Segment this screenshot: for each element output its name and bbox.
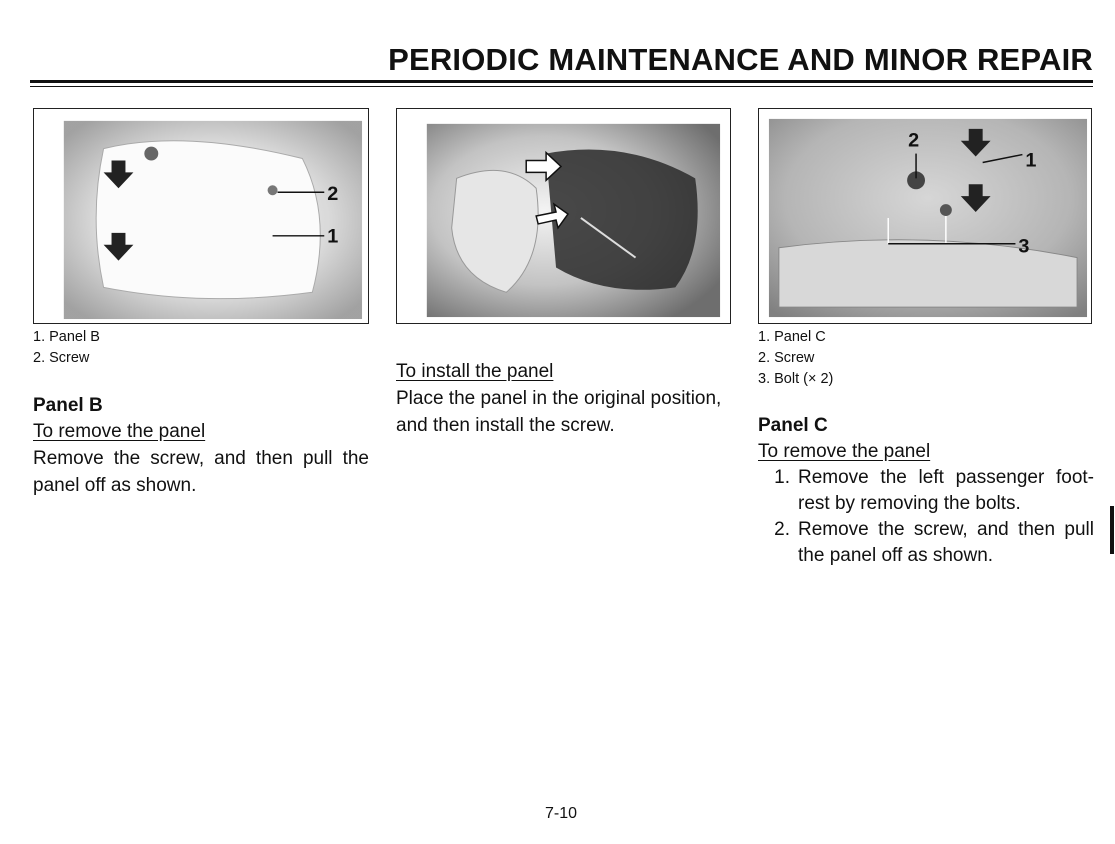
paragraph-install: Place the panel in the original position, and then install the screw.	[396, 388, 722, 436]
callout-1: 1	[327, 225, 339, 248]
caption-item: 3. Bolt (× 2)	[758, 371, 834, 387]
callout-3: 3	[1018, 235, 1030, 258]
list-item: 2. Remove the screw, and then pull the panel off as shown.	[774, 519, 1094, 566]
caption-item: 2. Screw	[758, 350, 815, 366]
margin-mark	[1110, 506, 1114, 554]
header-rule-thin	[30, 86, 1093, 87]
section-heading-panel-b: Panel B	[33, 395, 103, 416]
caption-item: 1. Panel B	[33, 329, 100, 345]
section-heading-panel-c: Panel C	[758, 415, 828, 436]
figure-panel-c-photo	[758, 108, 1092, 324]
header-rule-thick	[30, 80, 1093, 83]
steps-list	[758, 465, 1094, 569]
page-number: 7-10	[545, 805, 578, 822]
figure-panel-b-captions	[33, 327, 100, 369]
subheading-install: To install the panel	[396, 361, 554, 382]
subheading-remove: To remove the panel	[33, 421, 206, 442]
list-item: 1. Remove the left passenger foot- rest by removing the bolts.	[774, 467, 1094, 514]
callout-2: 2	[327, 183, 339, 206]
callout-1: 1	[1025, 149, 1037, 172]
figure-install-photo	[396, 108, 731, 324]
subheading-remove-c: To remove the panel	[758, 441, 931, 462]
page-title: PERIODIC MAINTENANCE AND MINOR REPAIR	[388, 42, 1093, 77]
callout-2: 2	[908, 129, 920, 152]
paragraph-remove-b: Remove the screw, and then pull the panel off as shown.	[33, 448, 369, 496]
caption-item: 2. Screw	[33, 350, 90, 366]
figure-panel-c-captions	[758, 327, 833, 390]
caption-item: 1. Panel C	[758, 329, 826, 345]
figure-panel-b-photo	[33, 108, 369, 324]
